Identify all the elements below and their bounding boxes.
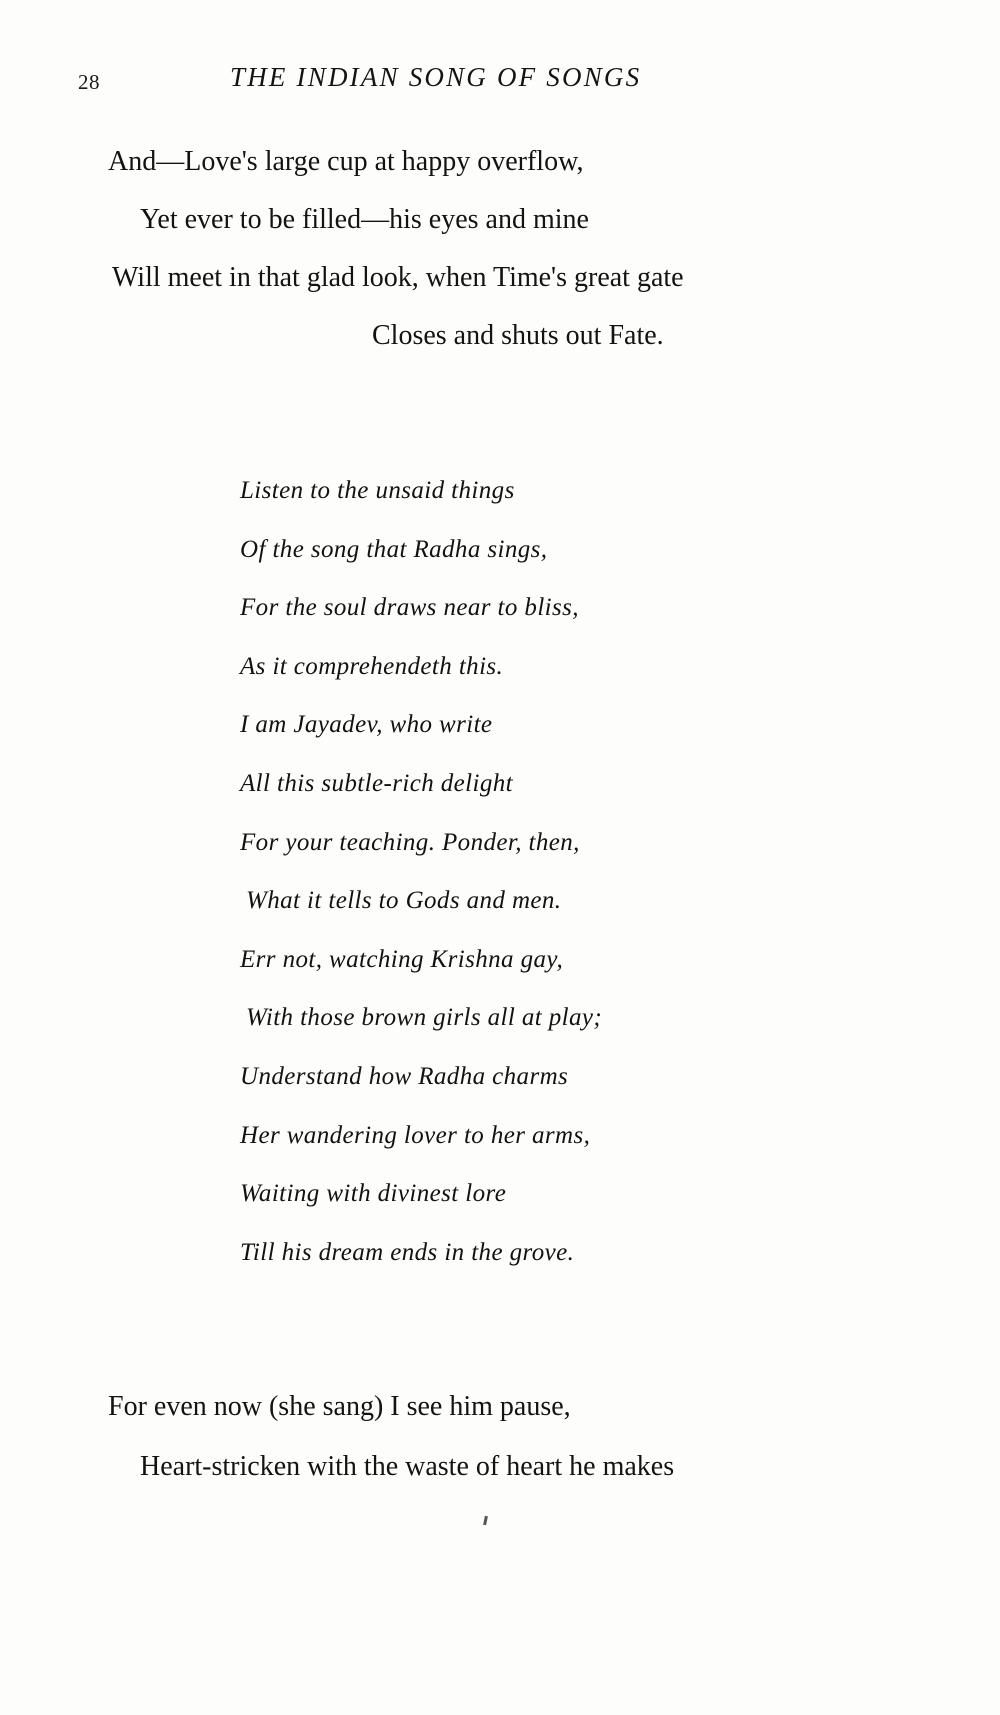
running-head bbox=[0, 62, 1000, 102]
song-line: Err not, watching Krishna gay, bbox=[240, 945, 564, 973]
verse-line: For even now (she sang) I see him pause, bbox=[108, 1391, 571, 1422]
verse-line: Closes and shuts out Fate. bbox=[372, 320, 664, 351]
song-line: Till his dream ends in the grove. bbox=[240, 1238, 575, 1266]
song-line: Waiting with divinest lore bbox=[240, 1180, 507, 1208]
page-number: 28 bbox=[78, 70, 100, 94]
song-line: All this subtle-rich delight bbox=[240, 769, 513, 797]
song-line: For the soul draws near to bliss, bbox=[240, 594, 579, 622]
song-line: For your teaching. Ponder, then, bbox=[240, 828, 580, 856]
song-line: As it comprehendeth this. bbox=[240, 652, 504, 680]
verse-line: Heart-stricken with the waste of heart he makes bbox=[140, 1451, 675, 1482]
song-line: Her wandering lover to her arms, bbox=[240, 1121, 591, 1149]
running-title: THE INDIAN SONG OF SONGS bbox=[230, 62, 642, 92]
verse-line: Yet ever to be filled—his eyes and mine bbox=[140, 204, 589, 235]
song-line: What it tells to Gods and men. bbox=[246, 887, 562, 915]
verse-line: And—Love's large cup at happy overflow, bbox=[108, 146, 584, 177]
verse-line: Will meet in that glad look, when Time's great gate bbox=[112, 262, 684, 293]
song-line: Listen to the unsaid things bbox=[240, 477, 515, 504]
stanza-lower bbox=[0, 1377, 1000, 1497]
song-line: I am Jayadev, who write bbox=[240, 711, 493, 739]
song-line: With those brown girls all at play; bbox=[246, 1004, 603, 1032]
song-line: Understand how Radha charms bbox=[240, 1062, 569, 1090]
inset-song-stanza bbox=[240, 462, 940, 1282]
stanza-upper bbox=[0, 133, 1000, 365]
ink-speck bbox=[483, 1516, 488, 1525]
song-line: Of the song that Radha sings, bbox=[240, 535, 548, 563]
